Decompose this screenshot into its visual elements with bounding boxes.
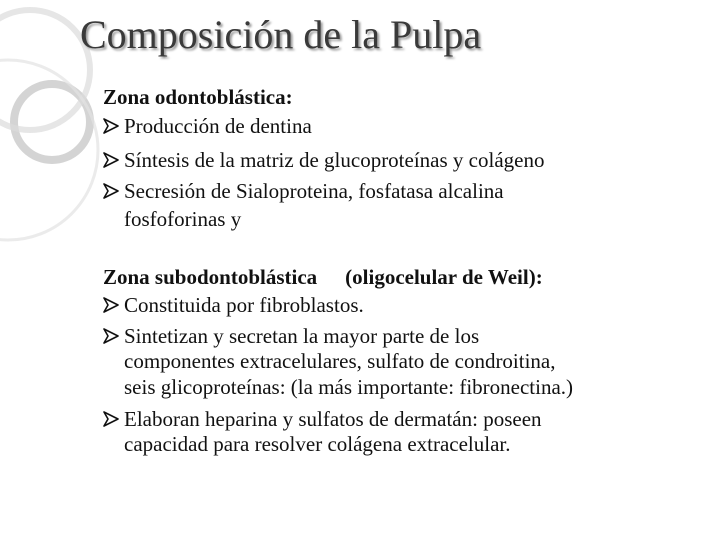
arrowhead-bullet-icon: [103, 411, 119, 427]
bullet-text-continuation: fosfoforinas y: [124, 207, 242, 231]
bullet-text: Sintetizan y secretan la mayor parte de los: [124, 324, 480, 348]
bullet-text: Síntesis de la matriz de glucoproteínas y colágeno: [124, 148, 545, 172]
bullet-text-continuation: capacidad para resolver colágena extracelular.: [124, 432, 511, 456]
arrowhead-bullet-icon: [103, 328, 119, 344]
section-heading-right: (oligocelular de Weil):: [345, 265, 543, 289]
slide-title: Composición de la Pulpa: [80, 12, 482, 57]
bullet-text: Secresión de Sialoproteina, fosfatasa alcalina: [124, 179, 504, 203]
section-heading-left: Zona subodontoblástica: [103, 265, 318, 289]
bullet-text: Elaboran heparina y sulfatos de dermatán: poseen: [124, 407, 542, 431]
bullet-text: Constituida por fibroblastos.: [124, 293, 364, 317]
bullet-text-continuation: seis glicoproteínas: (la más importante: fibronectina.): [124, 375, 574, 399]
arrowhead-bullet-icon: [103, 183, 119, 199]
arrowhead-bullet-icon: [103, 118, 119, 134]
arrowhead-bullet-icon: [103, 297, 119, 313]
arrowhead-bullet-icon: [103, 152, 119, 168]
section-heading-odontoblastic: Zona odontoblástica:: [103, 85, 293, 109]
bullet-text: Producción de dentina: [124, 114, 312, 138]
section-heading-subodontoblastic: [103, 264, 543, 290]
bullet-text-continuation: componentes extracelulares, sulfato de condroitina,: [124, 349, 556, 373]
